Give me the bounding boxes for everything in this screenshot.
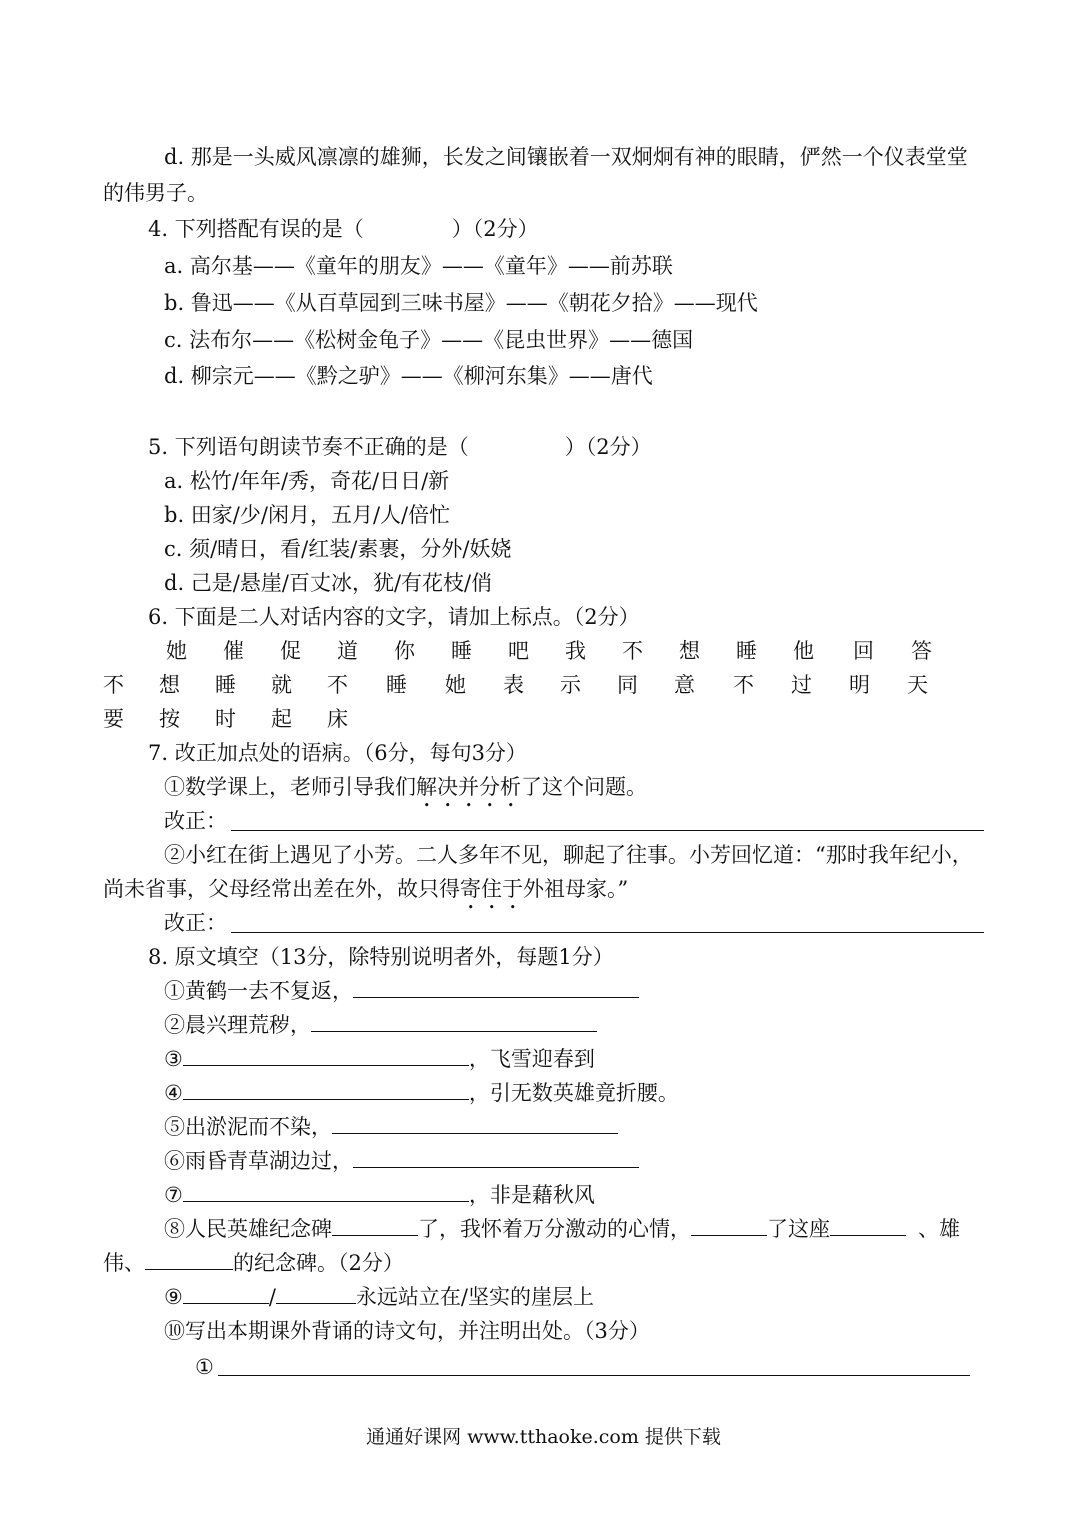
q7-fix-2: [164, 909, 227, 937]
q6-stem: 6. 下面是二人对话内容的文字，请加上标点。（2分）: [148, 605, 640, 629]
q6-char: 时: [215, 707, 236, 731]
q6-row-2: [103, 671, 983, 699]
q6-char: 按: [159, 707, 180, 731]
q4-stem-post: ）（2分）: [451, 217, 539, 241]
q8-i5-blank[interactable]: [332, 1113, 618, 1134]
q6-char: 她: [166, 639, 187, 663]
q7-s2-pre: 尚未省事，父母经常出差在外，故只得: [103, 877, 460, 901]
q7-s1-post: 了这个问题。: [521, 775, 647, 799]
q6-char: 她: [445, 673, 466, 697]
q7-s1-dotted: 解决并分析: [416, 775, 521, 799]
q6-char: 起: [271, 707, 292, 731]
q7-sentence-2-line1: ②小红在街上遇见了小芳。二人多年不见，聊起了往事。小芳回忆道：“那时我年纪小，: [164, 843, 973, 867]
q6-char: 回: [853, 639, 874, 663]
q8-item-2: [164, 1011, 597, 1039]
q8-i8-blank-4[interactable]: [145, 1249, 233, 1270]
q5-option-a: a. 松竹/年年/秀，奇花/日日/新: [164, 469, 450, 493]
q8-item-8-line2: [103, 1249, 404, 1277]
q8-i8-c: 了这座: [767, 1217, 830, 1241]
q6-char: 不: [327, 673, 348, 697]
q6-char: 我: [565, 639, 586, 663]
q6-row-1: [103, 637, 983, 665]
q8-i9-slash: /: [268, 1285, 276, 1309]
q6-row-3: [103, 705, 983, 733]
q6-char: 就: [271, 673, 292, 697]
q7-sentence-1: [164, 773, 647, 801]
q6-char: 睡: [736, 639, 757, 663]
q8-i10-blank[interactable]: [218, 1375, 970, 1376]
q6-char: 答: [911, 639, 932, 663]
q8-i8-b: 了，我怀着万分激动的心情，: [418, 1217, 691, 1241]
q8-item-8-line1: [164, 1215, 960, 1243]
q8-item-7: [164, 1181, 595, 1209]
q6-char: 天: [907, 673, 928, 697]
q8-i6-text: ⑥雨昏青草湖边过，: [164, 1149, 353, 1173]
q6-char: 促: [280, 639, 301, 663]
q8-item-3: [164, 1045, 595, 1073]
q6-char: 道: [337, 639, 358, 663]
q8-i7-num: ⑦: [164, 1183, 183, 1207]
q6-char: 睡: [451, 639, 472, 663]
q8-i1-text: ①黄鹤一去不复返，: [164, 979, 353, 1003]
q7-fix-label-2: 改正：: [164, 911, 227, 935]
q5-option-c: c. 须/晴日，看/红装/素裹，分外/妖娆: [164, 537, 512, 561]
q8-i7-blank[interactable]: [183, 1181, 469, 1202]
q6-char: 睡: [215, 673, 236, 697]
q6-char: 表: [503, 673, 524, 697]
q4-stem-pre: 4. 下列搭配有误的是（: [148, 217, 364, 241]
q8-i3-blank[interactable]: [183, 1045, 469, 1066]
q6-char: 催: [223, 639, 244, 663]
q6-char: 床: [327, 707, 348, 731]
q6-char: 他: [793, 639, 814, 663]
q3-option-d-line1: d. 那是一头威风凛凛的雄狮，长发之间镶嵌着一双炯炯有神的眼睛，俨然一个仪表堂堂: [164, 145, 968, 169]
q8-i3-post: ，飞雪迎春到: [468, 1047, 595, 1071]
q8-i8-d: 、雄: [918, 1217, 960, 1241]
q4-option-b: b. 鲁迅——《从百草园到三味书屋》——《朝花夕拾》——现代: [164, 291, 758, 315]
q8-item-1: [164, 977, 639, 1005]
q6-char: 不: [622, 639, 643, 663]
q8-i1-blank[interactable]: [353, 977, 639, 998]
q8-stem: 8. 原文填空（13分，除特别说明者外，每题1分）: [148, 945, 614, 969]
q6-char: 过: [791, 673, 812, 697]
q8-i10-sub-num: ①: [195, 1355, 214, 1379]
q8-i9-post: 永远站立在/坚实的崖层上: [355, 1285, 594, 1309]
q8-i9-blank-2[interactable]: [276, 1283, 356, 1304]
q6-char: 不: [103, 673, 124, 697]
q7-s2-post: 外祖母家。”: [523, 877, 629, 901]
q6-char: 明: [849, 673, 870, 697]
q8-i9-num: ⑨: [164, 1285, 183, 1309]
q5-option-d: d. 己是/悬崖/百丈冰，犹/有花枝/俏: [164, 571, 493, 595]
q4-stem: [148, 215, 539, 243]
q4-option-c: c. 法布尔——《松树金龟子》——《昆虫世界》——德国: [164, 328, 694, 352]
q5-stem: [148, 433, 652, 461]
q8-i8-blank-1[interactable]: [332, 1215, 418, 1236]
q7-fix-label-1: 改正：: [164, 809, 227, 833]
q5-stem-pre: 5. 下列语句朗读节奏不正确的是（: [148, 435, 469, 459]
q6-char: 吧: [508, 639, 529, 663]
q6-char: 意: [674, 673, 695, 697]
q7-sentence-2-line2: [103, 875, 628, 903]
q8-item-9: [164, 1283, 594, 1311]
q6-char: 同: [617, 673, 638, 697]
q5-option-b: b. 田家/少/闲月，五月/人/倍忙: [164, 503, 451, 527]
q4-option-d: d. 柳宗元——《黔之驴》——《柳河东集》——唐代: [164, 364, 653, 388]
q7-s2-dotted: 寄住于: [460, 877, 523, 901]
q8-item-6: [164, 1147, 639, 1175]
q8-i5-text: ⑤出淤泥而不染，: [164, 1115, 332, 1139]
q6-char: 睡: [386, 673, 407, 697]
q8-i9-blank-1[interactable]: [183, 1283, 269, 1304]
page-footer: 通通好课网 www.tthaoke.com 提供下载: [366, 1426, 721, 1448]
q8-i8-blank-2[interactable]: [691, 1215, 767, 1236]
q8-item-10-sub: [195, 1353, 214, 1381]
q6-char: 要: [103, 707, 124, 731]
q6-char: 示: [560, 673, 581, 697]
q7-stem: 7. 改正加点处的语病。（6分，每句3分）: [148, 741, 527, 765]
q8-i8-blank-3[interactable]: [830, 1215, 906, 1236]
q8-i7-post: ，非是藉秋风: [468, 1183, 595, 1207]
q7-fix-1-blank[interactable]: [231, 830, 984, 831]
q8-i8-a: ⑧人民英雄纪念碑: [164, 1217, 332, 1241]
q7-fix-2-blank[interactable]: [231, 932, 984, 933]
q7-s1-pre: ①数学课上，老师引导我们: [164, 775, 416, 799]
q8-i2-blank[interactable]: [311, 1011, 597, 1032]
q8-i8-e: 伟、: [103, 1251, 145, 1275]
q6-char: 不: [733, 673, 754, 697]
q8-i4-num: ④: [164, 1081, 183, 1105]
q8-i3-num: ③: [164, 1047, 183, 1071]
q8-i4-blank[interactable]: [183, 1079, 469, 1100]
q8-item-10: ⑩写出本期课外背诵的诗文句，并注明出处。（3分）: [164, 1319, 650, 1343]
q8-i2-text: ②晨兴理荒秽，: [164, 1013, 311, 1037]
q7-fix-1: [164, 807, 227, 835]
q5-stem-post: ）（2分）: [564, 435, 652, 459]
q8-i4-post: ，引无数英雄竟折腰。: [468, 1081, 679, 1105]
q8-i6-blank[interactable]: [353, 1147, 639, 1168]
q8-item-4: [164, 1079, 679, 1107]
q8-i8-f: 的纪念碑。（2分）: [233, 1251, 404, 1275]
q3-option-d-line2: 的伟男子。: [103, 181, 208, 205]
q6-char: 想: [679, 639, 700, 663]
q6-char: 想: [159, 673, 180, 697]
q6-char: 你: [394, 639, 415, 663]
q4-option-a: a. 高尔基——《童年的朋友》——《童年》——前苏联: [164, 254, 673, 278]
q8-item-5: [164, 1113, 618, 1141]
